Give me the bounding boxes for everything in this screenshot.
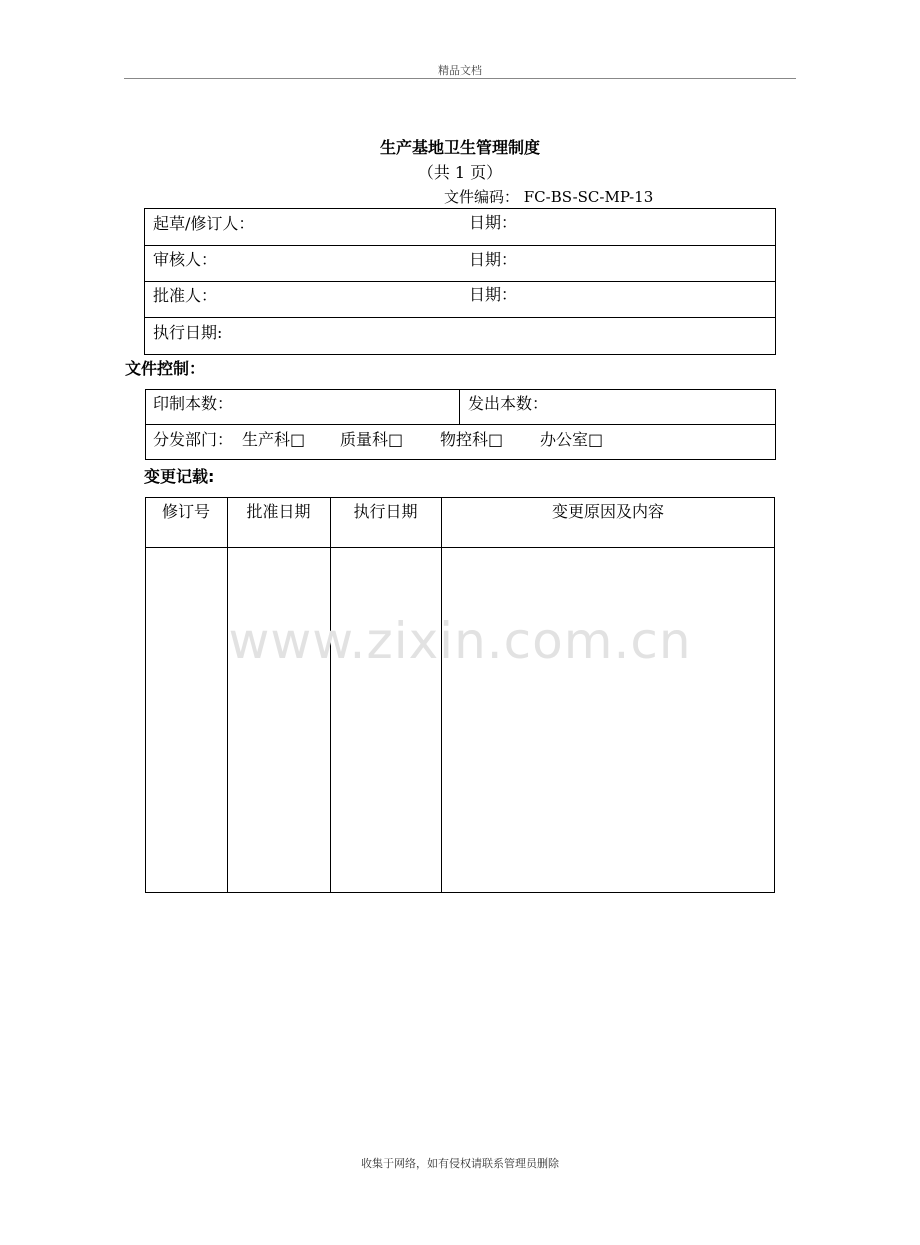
column-header-change-reason: 变更原因及内容 bbox=[551, 502, 664, 521]
doc-control-row-divider bbox=[145, 424, 776, 425]
approval-row-divider bbox=[144, 281, 776, 282]
header-divider bbox=[124, 78, 796, 79]
column-header-revision: 修订号 bbox=[161, 502, 210, 521]
reviewer-label: 审核人： bbox=[153, 250, 218, 269]
change-log-header-divider bbox=[145, 547, 775, 548]
watermark: www.zixin.com.cn bbox=[228, 612, 692, 670]
approver-date-label: 日期： bbox=[469, 285, 518, 304]
column-header-effective-date: 执行日期 bbox=[353, 502, 418, 521]
issued-copies-label: 发出本数： bbox=[468, 394, 549, 413]
document-number: 文件编码： FC-BS-SC-MP-13 bbox=[444, 188, 654, 206]
department-office: 办公室□ bbox=[540, 430, 604, 449]
page-count: （共 1 页） bbox=[417, 163, 503, 182]
drafter-label: 起草/修订人： bbox=[153, 214, 255, 233]
approval-row-divider bbox=[144, 245, 776, 246]
change-log-col-divider bbox=[441, 497, 442, 893]
drafter-date-label: 日期： bbox=[469, 213, 518, 232]
change-log-col-divider bbox=[227, 497, 228, 893]
approver-label: 批准人： bbox=[153, 286, 218, 305]
effective-date-label: 执行日期: bbox=[153, 323, 223, 342]
change-log-heading: 变更记载: bbox=[144, 467, 215, 486]
doc-control-col-divider bbox=[459, 389, 460, 425]
department-materials: 物控科□ bbox=[440, 430, 504, 449]
column-header-approval-date: 批准日期 bbox=[246, 502, 311, 521]
document-title: 生产基地卫生管理制度 bbox=[379, 138, 540, 157]
change-log-table bbox=[145, 497, 775, 893]
change-log-col-divider bbox=[330, 497, 331, 893]
distribution-label: 分发部门： bbox=[153, 430, 234, 449]
approval-row-divider bbox=[144, 317, 776, 318]
reviewer-date-label: 日期： bbox=[469, 250, 518, 269]
department-production: 生产科□ bbox=[242, 430, 306, 449]
print-copies-label: 印制本数： bbox=[153, 394, 234, 413]
department-quality: 质量科□ bbox=[340, 430, 404, 449]
page-footer-text: 收集于网络，如有侵权请联系管理员删除 bbox=[361, 1157, 559, 1170]
page-header-text: 精品文档 bbox=[438, 64, 482, 77]
doc-control-heading: 文件控制： bbox=[125, 359, 206, 378]
